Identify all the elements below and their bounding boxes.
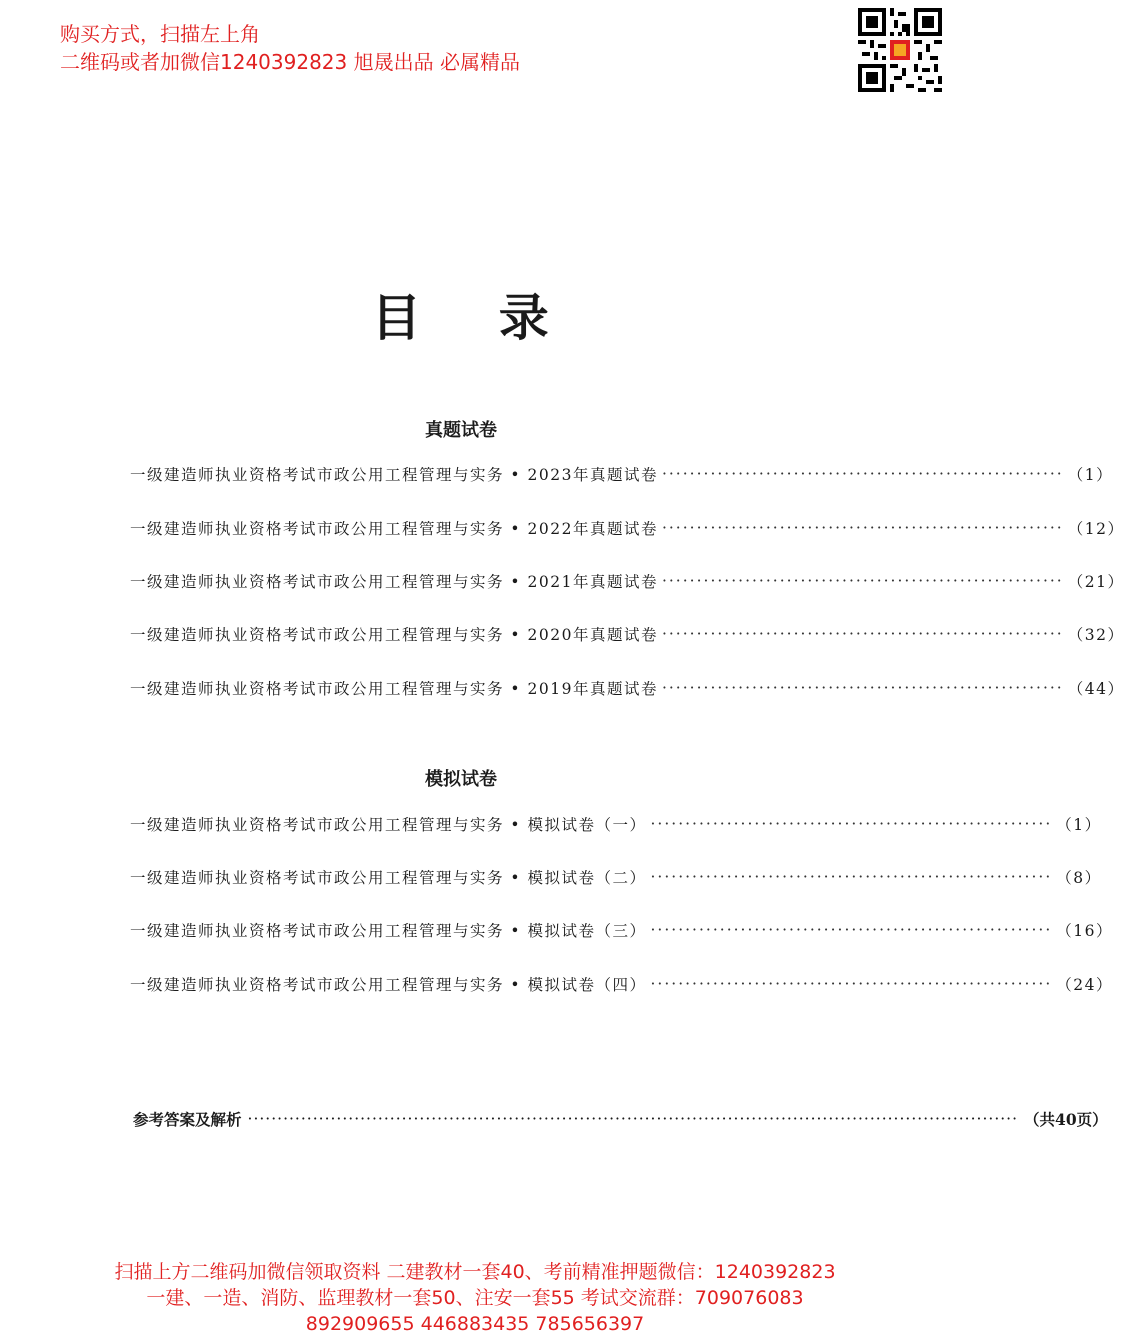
leader-dots: ·························································· (661, 625, 1064, 643)
toc-entry-title: 一级建造师执业资格考试市政公用工程管理与实务 • 2020年真题试卷 (130, 626, 658, 644)
toc-entry[interactable] (130, 516, 1124, 540)
toc-entry-page: （21） (1067, 573, 1124, 591)
toc-entry[interactable] (130, 676, 1124, 700)
toc-entry[interactable] (130, 918, 1114, 942)
toc-entry-page: （1） (1056, 816, 1102, 834)
leader-dots: ·························································· (650, 868, 1053, 886)
toc-entry-page: （44） (1067, 680, 1124, 698)
toc-entry-title: 一级建造师执业资格考试市政公用工程管理与实务 • 2019年真题试卷 (130, 680, 658, 698)
promo-footer-line-3: 892909655 446883435 785656397 (305, 1313, 645, 1335)
toc-entry-title: 一级建造师执业资格考试市政公用工程管理与实务 • 模拟试卷（一） (130, 816, 647, 834)
toc-entry-title: 一级建造师执业资格考试市政公用工程管理与实务 • 模拟试卷（二） (130, 869, 647, 887)
toc-entry[interactable] (130, 622, 1124, 646)
toc-entry-title: 一级建造师执业资格考试市政公用工程管理与实务 • 2023年真题试卷 (130, 466, 658, 484)
toc-entry[interactable] (130, 865, 1102, 889)
promo-line-1: 购买方式，扫描左上角 (60, 22, 260, 46)
promo-header (60, 20, 520, 76)
toc-entry-title: 一级建造师执业资格考试市政公用工程管理与实务 • 模拟试卷（四） (130, 976, 647, 994)
section-heading-mock-exams: 模拟试卷 (425, 769, 497, 790)
section-heading-real-exams: 真题试卷 (425, 420, 497, 441)
toc-entry[interactable] (130, 972, 1114, 996)
toc-entry[interactable] (130, 569, 1124, 593)
toc-entry-page: （24） (1056, 976, 1114, 994)
leader-dots: ·························································· (650, 975, 1053, 993)
leader-dots: ·························································· (650, 921, 1053, 939)
answers-page: （共40页） (1024, 1110, 1108, 1129)
toc-entry-page: （12） (1067, 520, 1124, 538)
leader-dots: ·························································· (661, 679, 1064, 697)
qr-code-icon (858, 8, 942, 92)
page-title: 目 录 (371, 288, 579, 347)
toc-entry-page: （32） (1067, 626, 1124, 644)
toc-entry-title: 一级建造师执业资格考试市政公用工程管理与实务 • 2022年真题试卷 (130, 520, 658, 538)
toc-entry[interactable] (130, 812, 1102, 836)
answers-entry[interactable] (133, 1108, 1108, 1130)
promo-footer-line-2: 一建、一造、消防、监理教材一套50、注安一套55 考试交流群：709076083 (146, 1287, 804, 1309)
leader-dots: ·································································································································· (247, 1110, 1019, 1128)
toc-entry-title: 一级建造师执业资格考试市政公用工程管理与实务 • 2021年真题试卷 (130, 573, 658, 591)
leader-dots: ·························································· (661, 465, 1064, 483)
promo-footer-line-1: 扫描上方二维码加微信领取资料 二建教材一套40、考前精准押题微信：1240392823 (114, 1261, 836, 1283)
toc-entry-page: （1） (1067, 466, 1114, 484)
toc-entry-title: 一级建造师执业资格考试市政公用工程管理与实务 • 模拟试卷（三） (130, 922, 647, 940)
promo-line-2: 二维码或者加微信1240392823 旭晟出品 必属精品 (60, 50, 520, 74)
toc-entry[interactable] (130, 462, 1114, 486)
leader-dots: ·························································· (661, 572, 1064, 590)
answers-label: 参考答案及解析 (133, 1110, 242, 1129)
toc-entry-page: （16） (1056, 922, 1114, 940)
leader-dots: ·························································· (650, 815, 1053, 833)
toc-entry-page: （8） (1056, 869, 1102, 887)
leader-dots: ·························································· (661, 519, 1064, 537)
promo-footer (0, 1259, 950, 1337)
